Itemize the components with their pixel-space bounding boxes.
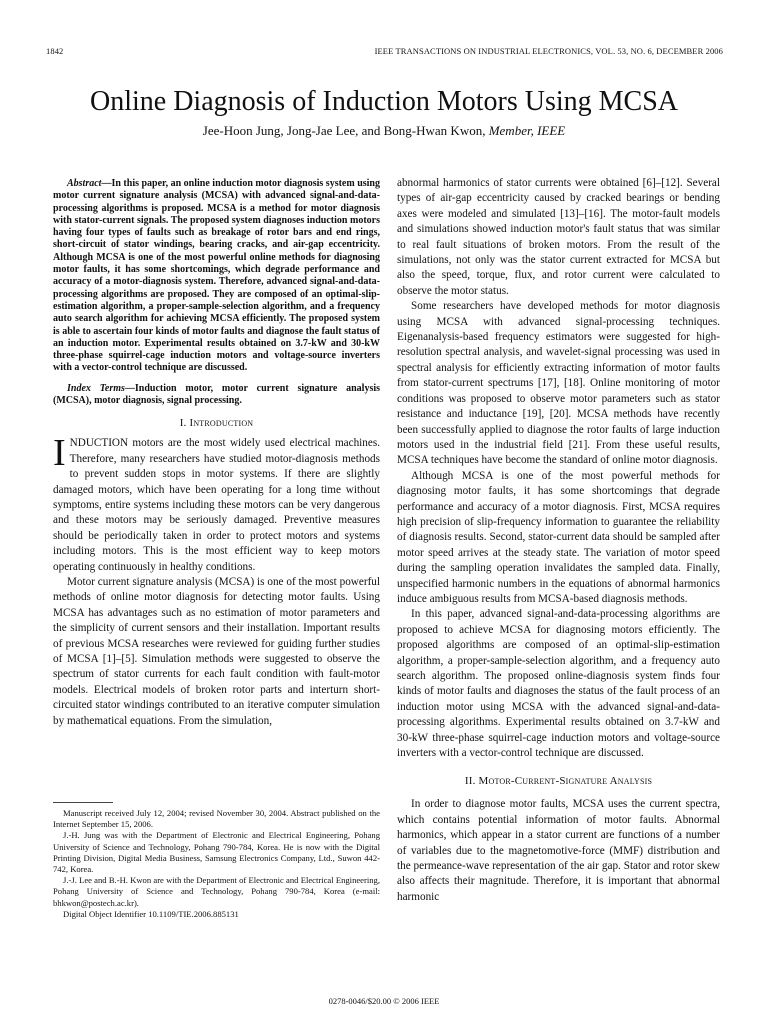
author-names: Jee-Hoon Jung, Jong-Jae Lee, and Bong-Hwan Kwon, <box>202 123 486 138</box>
abstract-label: Abstract <box>67 178 102 189</box>
footnote-doi: Digital Object Identifier 10.1109/TIE.2006.885131 <box>63 908 239 919</box>
intro-paragraph-1 <box>53 432 380 575</box>
paper-title: Online Diagnosis of Induction Motors Using MCSA <box>90 86 678 117</box>
right-paragraph-2: Some researchers have developed methods for motor diagnosis using MCSA with advanced signal-processing techniques. Eigenanalysis-based frequency estimators were suggested for high-resolution spectral analysis, and wavelet-signal processing was used in spectral analysis for efficiently extracting information of motor faults from stator-current spectrums [17], [18]. Online monitoring of motor conditions was proposed to observe motor parameters such as stator resistance and inductance [19], [20]. MCSA methods have recently been successfully applied to diagnose the rotor faults of large induction motors used in the industrial field [21]. From these useful results, MCSA techniques have become the standard of online motor diagnosis. <box>397 300 720 467</box>
abstract-text: —In this paper, an online induction motor diagnosis system using motor current signature analysis (MCSA) with advanced signal-and-data-processing algorithms is proposed. MCSA is a method for motor diagnosis with stator-current signals. The proposed system diagnoses induction motors having four types of faults such as breakage of rotor bars and end rings, short-circuit of stator windings, bearing cracks, and air-gap eccentricity. Although MCSA is one of the most powerful online methods for diagnosing motor faults, it has some shortcomings, which degrade performance and accuracy of a motor-diagnosis system. Therefore, advanced signal-and-data-processing algorithms are proposed. They are composed of an optimal-slip-estimation algorithm, a proper-sample-selection algorithm, and a frequency auto search algorithm for achieving MCSA efficiently. The proposed system is able to ascertain four kinds of motor faults and diagnose the fault status of an induction motor. Experimental results obtained on 3.7-kW and 30-kW three-phase squirrel-cage induction motors and voltage-source inverters with a vector-control technique are discussed. <box>53 178 380 374</box>
section-heading-mcsa <box>397 775 720 787</box>
author-line <box>0 123 768 139</box>
copyright-footer: 0278-0046/$20.00 © 2006 IEEE <box>328 996 440 1006</box>
right-paragraph-1: abnormal harmonics of stator currents were obtained [6]–[12]. Several types of air-gap eccentricity caused by cracked bearings or bending axes were modeled and simulated [13]–[16]. The motor-fault models and simulations showed induction motor's fault status that was similar to real fault situations of broken motors. From the result of the simulations, not only was the stator current extracted for MCSA but also the speed, torque, flux, and rotor current were calculated to observe the motor status. <box>397 177 720 297</box>
section-heading-introduction <box>53 417 380 429</box>
footnote-lee-kwon: J.-J. Lee and B.-H. Kwon are with the Department of Electronic and Electrical Engineering, Pohang University of Science and Technology, Pohang 790-784, Korea (e-mail: bhkwon@postech.ac.kr). <box>53 875 380 908</box>
journal-header: IEEE TRANSACTIONS ON INDUSTRIAL ELECTRONICS, VOL. 53, NO. 6, DECEMBER 2006 <box>374 46 723 56</box>
left-column <box>53 178 380 729</box>
intro-paragraph-2: Motor current signature analysis (MCSA) is one of the most powerful methods of online motor diagnosis for detecting motor faults. Using MCSA has advantages such as no estimation of motor parameters and the simplicity of current sensors and their installation. Important results of previous MCSA researches were reviewed for guiding further studies of MCSA [1]–[5]. Simulation methods were suggested to observe the spectrum of stator currents for each fault condition with fault-motor models. Electrical models of broken rotor parts and interturn short-circuited stator windings contributed to an iterative computer simulation by mathematical equations. From the simulation, <box>53 576 380 727</box>
intro-p1-text: NDUCTION motors are the most widely used electrical machines. Therefore, many researchers have studied motor-diagnosis methods to prevent sudden stops in motor systems. If there are slightly damaged motors, which have been operating for a long time without symptoms, entire systems including these motors can be very dangerous and these motors may be seriously damaged. Preventive measures should be periodically taken in order to protect motors and systems including motors. This is the most efficient way to keep motors operating continuously in healthy conditions. <box>53 437 380 573</box>
footnote-divider <box>53 802 113 803</box>
section2-title: Motor-Current-Signature Analysis <box>478 775 653 788</box>
section2-numeral: II. <box>464 775 479 788</box>
page-number: 1842 <box>46 46 64 56</box>
footnotes <box>53 808 380 920</box>
right-paragraph-5: In order to diagnose motor faults, MCSA uses the current spectra, which contains potential information of motor faults. Abnormal harmonics, which appear in a stator current are functions of a number of variables due to the magnetomotive-force (MMF) distribution and the permeance-wave representation of the air gap. Stator and rotor skew also affects their magnitude. Therefore, it is important that abnormal harmonic <box>397 798 720 903</box>
right-column <box>397 176 720 905</box>
drop-cap: I <box>53 432 66 475</box>
footnote-jung: J.-H. Jung was with the Department of Electronic and Electrical Engineering, Pohang University of Science and Technology, Pohang 790-784, Korea. He is now with the Digital Printing Division, Digital Media Business, Samsung Electronics Company, Ltd., Suwon 442-742, Korea. <box>53 830 380 875</box>
section1-title: Introduction <box>189 417 254 430</box>
abstract <box>53 178 380 375</box>
section1-numeral: I. <box>179 417 190 430</box>
right-paragraph-3: Although MCSA is one of the most powerful methods for diagnosing motor faults, it has some shortcomings that degrade performance and accuracy of a motor diagnosis. First, MCSA requires high precision of slip-frequency information to guarantee the reliability of diagnosis results. Second, stator-current data should be sampled after motor speed arrives at the steady state. The variation of motor speed during the sampling operation invalidates the sampled data. Finally, unspecified harmonic numbers in the equations of abnormal harmonics induce ambiguous results from MCSA-based diagnosis methods. <box>397 469 720 605</box>
index-terms-label: Index Terms <box>67 382 125 394</box>
index-terms <box>53 383 380 408</box>
right-paragraph-4: In this paper, advanced signal-and-data-processing algorithms are proposed to achieve MCSA for diagnosing motors efficiently. The proposed algorithms are composed of an optimal-slip-estimation algorithm, a proper-sample-selection algorithm, and a frequency auto search algorithm. The proposed online-diagnosis system finds four kinds of motor faults and diagnoses the status of the fault process of an induction motor using MCSA with the advanced signal-and-data-processing algorithms. Experimental results obtained on 3.7-kW and 30-kW three-phase squirrel-cage induction motors and voltage-source inverters with a vector-control technique are discussed. <box>397 608 720 760</box>
author-membership: Member, IEEE <box>488 123 566 138</box>
footnote-manuscript: Manuscript received July 12, 2004; revised November 30, 2004. Abstract published on the Internet September 15, 2006. <box>53 808 380 830</box>
index-terms-text: —Induction motor, motor current signature analysis (MCSA), motor diagnosis, signal processing. <box>53 382 380 407</box>
